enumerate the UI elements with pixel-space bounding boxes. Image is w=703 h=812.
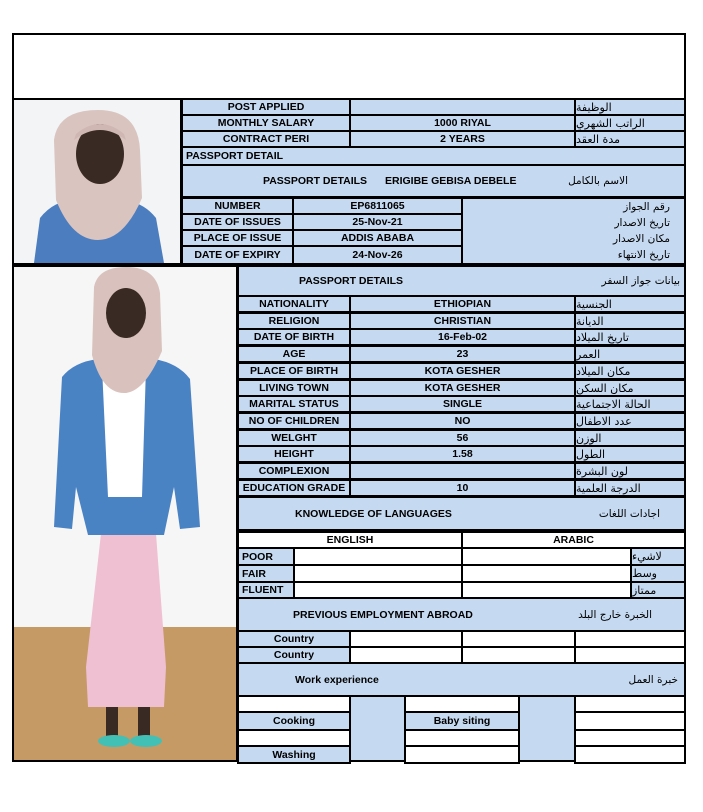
height-label: HEIGHT — [237, 445, 351, 463]
country-label-1: Country — [237, 630, 351, 648]
contract-period-value: 2 YEARS — [349, 130, 576, 148]
education-grade-label-ar: الدرجة العلمية — [574, 479, 686, 497]
work-cell-r4c3 — [404, 745, 520, 764]
language-level-fluent-label: FLUENT — [237, 581, 295, 599]
baby-siting-label: Baby siting — [404, 711, 520, 731]
place-of-issue-label-ar: مكان الاصدار — [613, 233, 670, 245]
religion-value: CHRISTIAN — [349, 312, 576, 330]
applicant-full-body-photo — [12, 265, 238, 762]
religion-label-ar: الديانة — [574, 312, 686, 330]
languages-header-label-ar: اجادات اللغات — [598, 507, 660, 520]
nationality-value: ETHIOPIAN — [349, 295, 576, 313]
full-name-label-ar: الاسم بالكامل — [568, 175, 628, 187]
age-label-ar: العمر — [574, 345, 686, 363]
employment-header-row — [237, 597, 686, 632]
language-level-fair-label: FAIR — [237, 564, 295, 583]
work-experience-label: Work experience — [295, 673, 379, 686]
work-cell-r4c5 — [574, 745, 686, 764]
date-of-issue-label-ar: تاريخ الاصدار — [614, 217, 670, 229]
marital-status-label-ar: الحالة الاجتماعية — [574, 395, 686, 413]
complexion-value — [349, 462, 576, 480]
full-name-label: PASSPORT DETAILS — [263, 175, 368, 187]
post-applied-label-ar: الوظيفة — [574, 98, 686, 116]
place-of-birth-label-ar: مكان الميلاد — [574, 362, 686, 380]
date-of-issue-value: 25-Nov-21 — [292, 213, 463, 231]
place-of-birth-value: KOTA GESHER — [349, 362, 576, 380]
details-header-row — [237, 265, 686, 297]
language-arabic-heading: ARABIC — [461, 531, 686, 549]
living-town-label: LIVING TOWN — [237, 379, 351, 397]
work-experience-label-ar: خبرة العمل — [628, 673, 678, 686]
language-level-fluent-label-ar: ممتاز — [630, 581, 686, 599]
contract-period-label: CONTRACT PERI — [181, 130, 351, 148]
language-english-heading: ENGLISH — [237, 531, 463, 549]
date-of-expiry-value: 24-Nov-26 — [292, 245, 463, 265]
nationality-label: NATIONALITY — [237, 295, 351, 313]
passport-number-value: EP6811065 — [292, 197, 463, 215]
date-of-expiry-label: DATE OF EXPIRY — [181, 245, 294, 265]
date-of-birth-value: 16-Feb-02 — [349, 328, 576, 346]
work-cell-r2c5 — [574, 711, 686, 731]
height-label-ar: الطول — [574, 445, 686, 463]
monthly-salary-value: 1000 RIYAL — [349, 114, 576, 132]
details-header-label: PASSPORT DETAILS — [299, 275, 404, 287]
complexion-label-ar: لون البشرة — [574, 462, 686, 480]
no-of-children-label-ar: عدد الاطفال — [574, 412, 686, 430]
welght-label: WELGHT — [237, 429, 351, 447]
height-value: 1.58 — [349, 445, 576, 463]
marital-status-label: MARITAL STATUS — [237, 395, 351, 413]
washing-label: Washing — [237, 745, 351, 764]
passport-number-label-ar: رقم الجواز — [623, 201, 670, 213]
education-grade-label: EDUCATION GRADE — [237, 479, 351, 497]
complexion-label: COMPLEXION — [237, 462, 351, 480]
monthly-salary-label-ar: الراتب الشهري — [574, 114, 686, 132]
work-experience-header-row — [237, 662, 686, 697]
passport-arabic-labels — [461, 197, 686, 265]
no-of-children-label: NO OF CHILDREN — [237, 412, 351, 430]
details-header-label-ar: بيانات جواز السفر — [601, 275, 680, 287]
employment-header-label-ar: الخبرة خارج البلد — [578, 608, 652, 621]
place-of-birth-label: PLACE OF BIRTH — [237, 362, 351, 380]
passport-number-label: NUMBER — [181, 197, 294, 215]
language-level-poor-label-ar: لاشيء — [630, 547, 686, 566]
age-value: 23 — [349, 345, 576, 363]
passport-detail-heading: PASSPORT DETAIL — [181, 146, 686, 166]
place-of-issue-label: PLACE OF ISSUE — [181, 229, 294, 247]
language-level-fair-label-ar: وسط — [630, 564, 686, 583]
date-of-birth-label: DATE OF BIRTH — [237, 328, 351, 346]
header-banner — [12, 33, 686, 100]
work-cell-col2 — [349, 695, 406, 762]
language-level-poor-label: POOR — [237, 547, 295, 566]
marital-status-value: SINGLE — [349, 395, 576, 413]
languages-header-row — [237, 496, 686, 531]
date-of-expiry-label-ar: تاريخ الانتهاء — [617, 249, 670, 261]
education-grade-value: 10 — [349, 479, 576, 497]
work-cell-col4 — [518, 695, 576, 762]
country-label-2: Country — [237, 646, 351, 664]
full-name-value: ERIGIBE GEBISA DEBELE — [385, 175, 517, 187]
welght-label-ar: الوزن — [574, 429, 686, 447]
full-name-row — [181, 164, 686, 198]
post-applied-label: POST APPLIED — [181, 98, 351, 116]
place-of-issue-value: ADDIS ABABA — [292, 229, 463, 247]
date-of-birth-label-ar: تاريخ الميلاد — [574, 328, 686, 346]
contract-period-label-ar: مدة العقد — [574, 130, 686, 148]
cooking-label: Cooking — [237, 711, 351, 731]
monthly-salary-label: MONTHLY SALARY — [181, 114, 351, 132]
nationality-label-ar: الجنسية — [574, 295, 686, 313]
living-town-label-ar: مكان السكن — [574, 379, 686, 397]
applicant-portrait-photo — [12, 98, 182, 265]
no-of-children-value: NO — [349, 412, 576, 430]
welght-value: 56 — [349, 429, 576, 447]
age-label: AGE — [237, 345, 351, 363]
religion-label: RELIGION — [237, 312, 351, 330]
living-town-value: KOTA GESHER — [349, 379, 576, 397]
employment-header-label: PREVIOUS EMPLOYMENT ABROAD — [293, 608, 473, 621]
date-of-issue-label: DATE OF ISSUES — [181, 213, 294, 231]
languages-header-label: KNOWLEDGE OF LANGUAGES — [295, 507, 452, 520]
